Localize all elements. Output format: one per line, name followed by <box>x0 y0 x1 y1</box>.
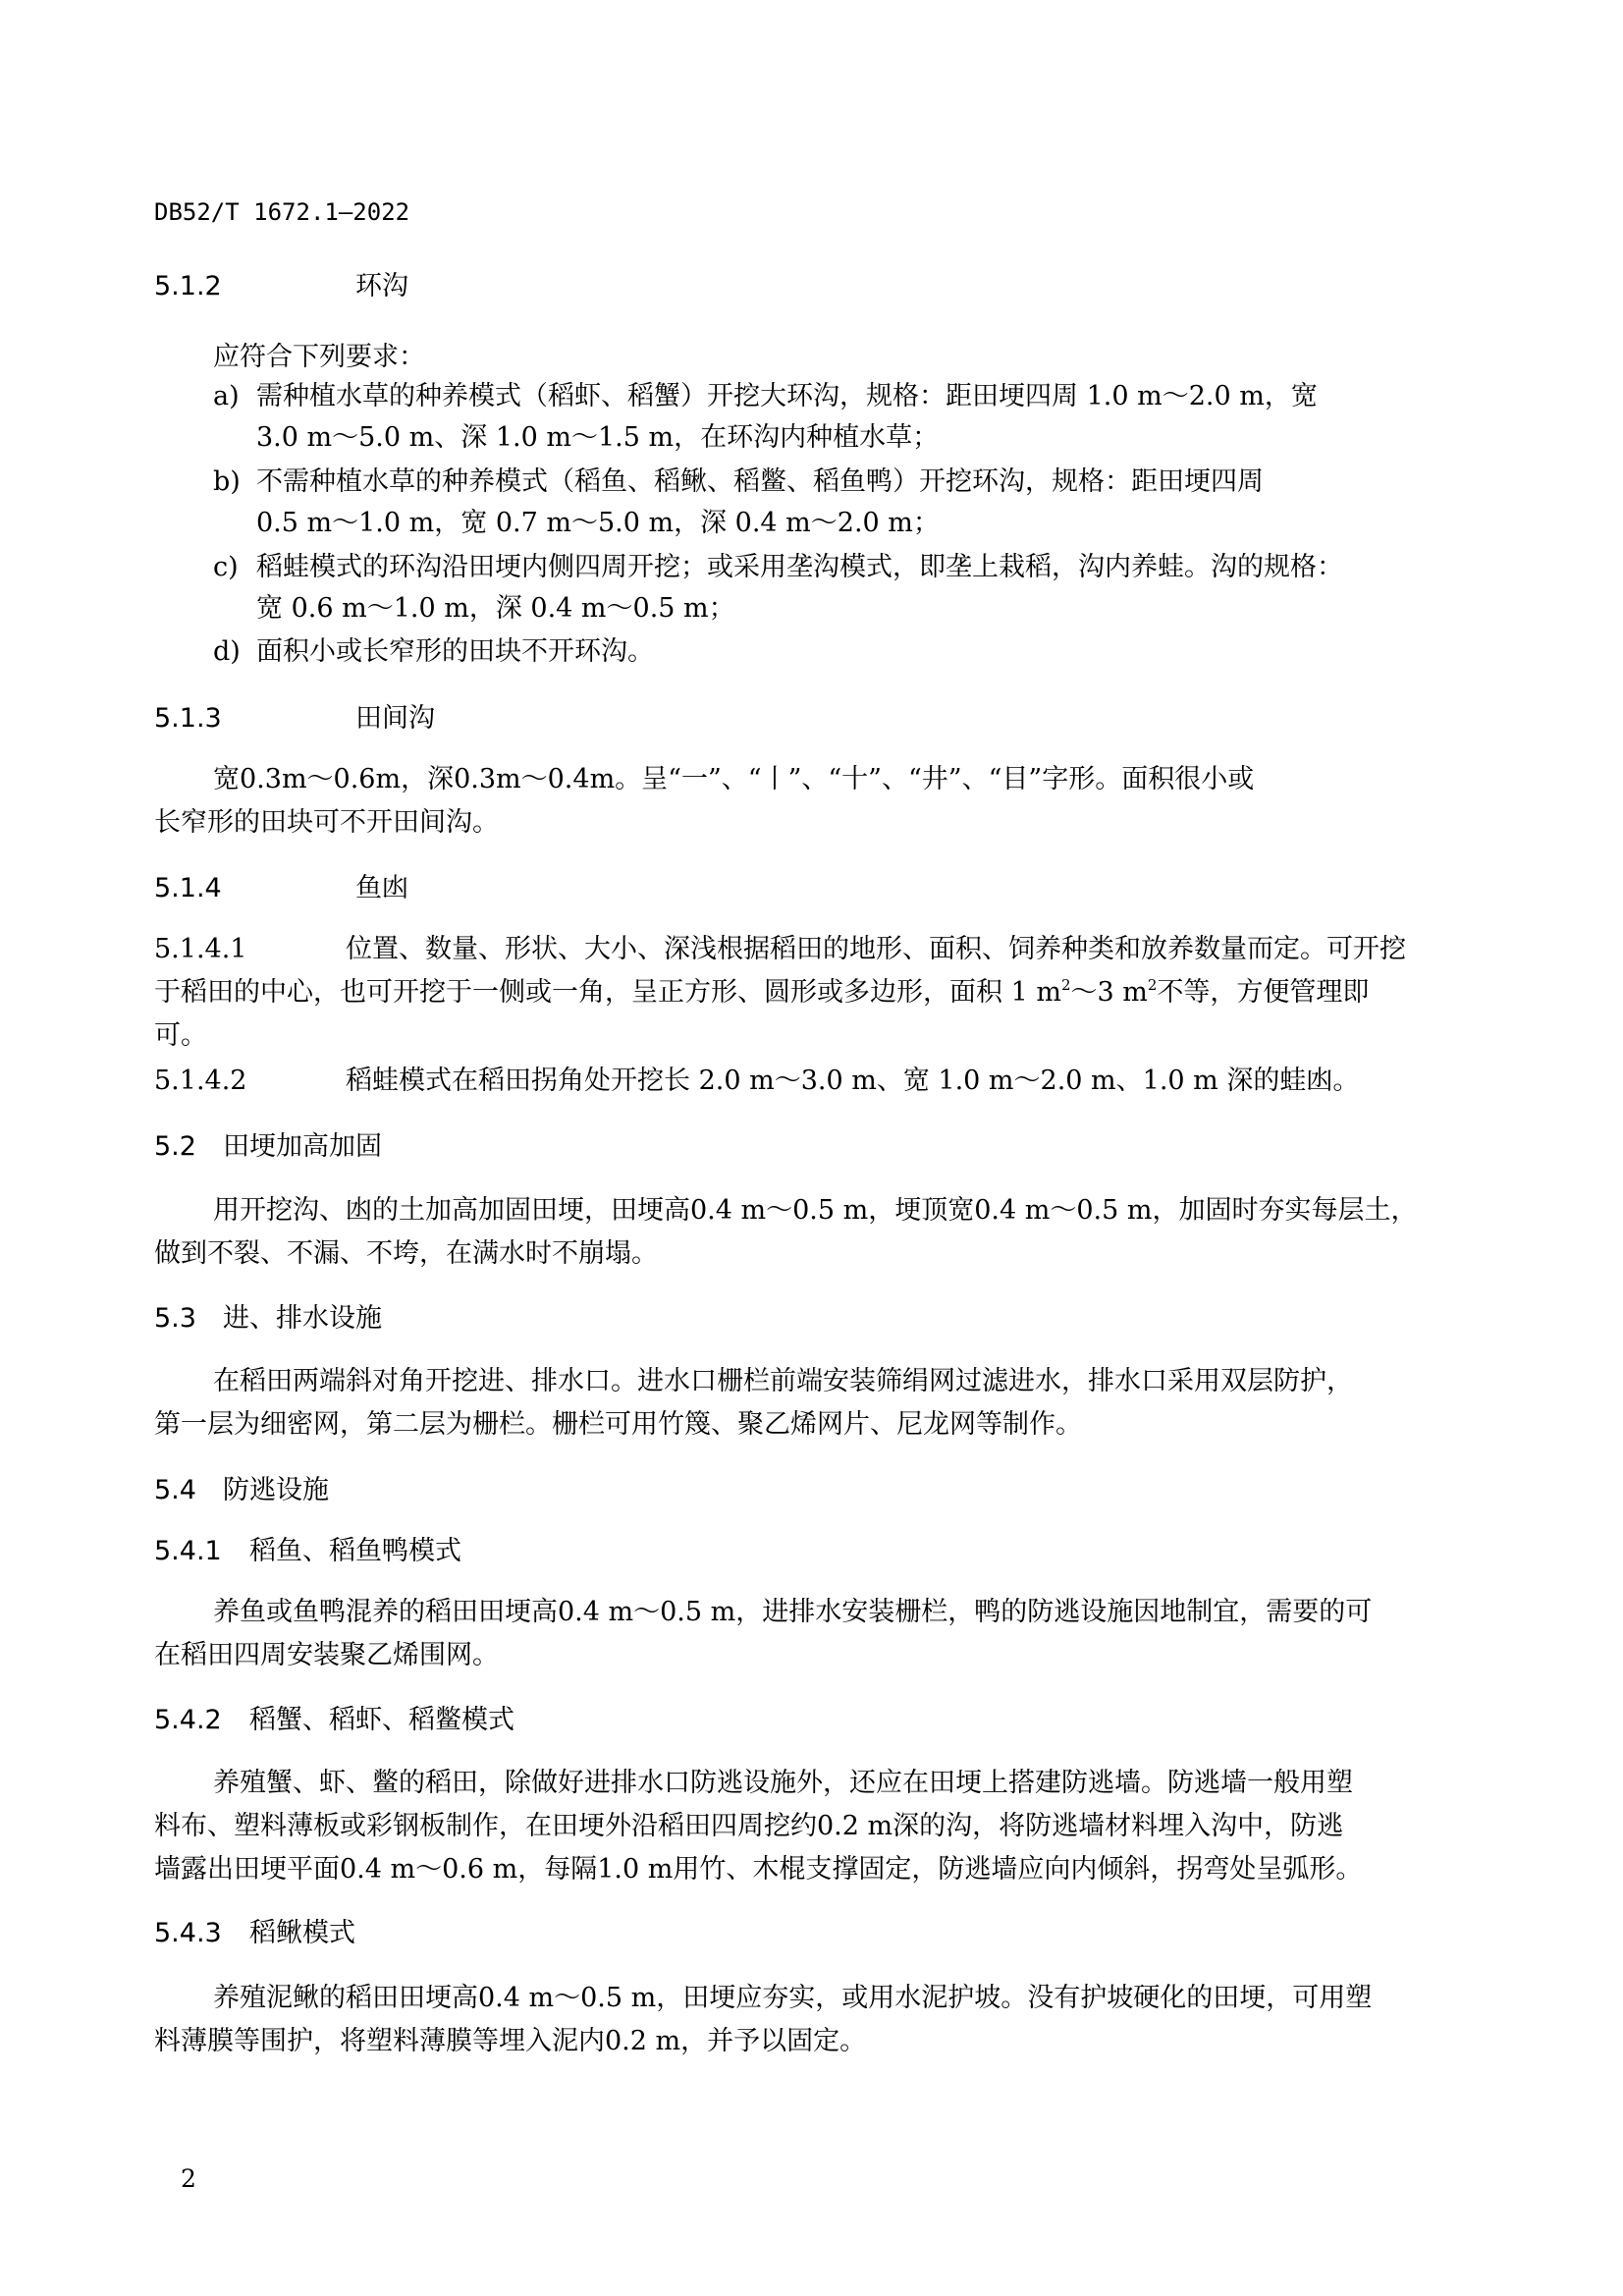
list-item-a <box>213 383 1318 410</box>
list-item-b-cont: 0.5 m～1.0 m，宽 0.7 m～5.0 m，深 0.4 m～2.0 m； <box>256 508 940 538</box>
list-item-c <box>213 554 1343 580</box>
section-title: 稻鱼、稻鱼鸭模式 <box>249 1536 461 1566</box>
section-5-4-3-heading <box>154 1920 355 1946</box>
list-text: 稻蛙模式的环沟沿田埂内侧四周开挖；或采用垄沟模式，即垄上栽稻，沟内养蛙。沟的规格： <box>256 552 1343 582</box>
section-5-2-heading <box>154 1133 382 1160</box>
section-5-1-2-heading <box>154 273 408 300</box>
section-5-4-heading <box>154 1477 329 1503</box>
list-item-c-cont: 宽 0.6 m～1.0 m，深 0.4 m～0.5 m； <box>256 593 735 624</box>
section-number: 5.2 <box>154 1131 196 1162</box>
section-number: 5.1.4 <box>154 873 222 903</box>
section-title: 田埂加高加固 <box>223 1131 382 1162</box>
section-title: 稻鳅模式 <box>249 1918 355 1948</box>
section-5-4-2-heading <box>154 1707 514 1733</box>
list-label: c) <box>213 552 239 582</box>
section-title: 进、排水设施 <box>223 1303 382 1334</box>
section-number: 5.4.1 <box>154 1536 222 1566</box>
clause-5-1-4-1-cont: 可。 <box>154 1020 207 1051</box>
paragraph-cont: 长窄形的田块可不开田间沟。 <box>154 807 499 838</box>
paragraph: 在稻田两端斜对角开挖进、排水口。进水口栅栏前端安装筛绢网过滤进水，排水口采用双层防护， <box>213 1366 1353 1396</box>
paragraph: 养鱼或鱼鸭混养的稻田田埂高0.4 m～0.5 m，进排水安装栅栏，鸭的防逃设施因地制宜，需要的可 <box>213 1597 1373 1627</box>
list-label: a) <box>213 381 240 411</box>
section-5-4-1-heading <box>154 1538 461 1564</box>
paragraph-cont: 料薄膜等围护，将塑料薄膜等埋入泥内0.2 m，并予以固定。 <box>154 2026 867 2056</box>
list-text: 需种植水草的种养模式（稻虾、稻蟹）开挖大环沟，规格：距田埂四周 1.0 m～2.0 m，宽 <box>256 381 1318 411</box>
paragraph: 养殖蟹、虾、鳖的稻田，除做好进排水口防逃设施外，还应在田埂上搭建防逃墙。防逃墙一般用塑 <box>213 1768 1353 1798</box>
paragraph: 用开挖沟、凼的土加高加固田埂，田埂高0.4 m～0.5 m，埂顶宽0.4 m～0.5 m，加固时夯实每层土， <box>213 1195 1418 1226</box>
superscript: 2 <box>1147 976 1158 994</box>
list-item-d <box>213 638 654 665</box>
list-label: d) <box>213 636 241 667</box>
paragraph-cont: 料布、塑料薄板或彩钢板制作，在田埂外沿稻田四周挖约0.2 m深的沟，将防逃墙材料埋入沟中，防逃 <box>154 1811 1344 1841</box>
section-number: 5.3 <box>154 1303 196 1334</box>
section-5-1-4-heading <box>154 875 408 902</box>
text-run: ～3 m <box>1070 977 1148 1008</box>
clause-5-1-4-1-cont <box>154 976 1370 1008</box>
paragraph-cont: 墙露出田埂平面0.4 m～0.6 m，每隔1.0 m用竹、木棍支撑固定，防逃墙应向内倾斜，拐弯处呈弧形。 <box>154 1854 1363 1885</box>
list-label: b) <box>213 466 241 497</box>
clause-5-1-4-2 <box>154 1067 1359 1094</box>
clause-text: 位置、数量、形状、大小、深浅根据稻田的地形、面积、饲养种类和放养数量而定。可开挖 <box>346 934 1406 964</box>
clause-number: 5.1.4.1 <box>154 934 247 964</box>
paragraph: 宽0.3m～0.6m，深0.3m～0.4m。呈“一”、“丨”、“十”、“井”、“目”字形。面积很小或 <box>213 764 1255 794</box>
text-run: 不等，方便管理即 <box>1157 977 1370 1008</box>
list-text: 面积小或长窄形的田块不开环沟。 <box>256 636 654 667</box>
section-title: 稻蟹、稻虾、稻鳖模式 <box>249 1705 514 1735</box>
section-number: 5.4 <box>154 1475 196 1505</box>
paragraph: 养殖泥鳅的稻田田埂高0.4 m～0.5 m，田埂应夯实，或用水泥护坡。没有护坡硬化的田埂，可用塑 <box>213 1983 1373 2013</box>
section-title: 环沟 <box>355 271 408 301</box>
standard-code: DB52/T 1672.1—2022 <box>154 198 410 226</box>
paragraph: 应符合下列要求： <box>213 342 425 372</box>
paragraph-cont: 在稻田四周安装聚乙烯围网。 <box>154 1640 499 1670</box>
section-number: 5.4.2 <box>154 1705 222 1735</box>
section-title: 田间沟 <box>355 703 435 734</box>
section-number: 5.1.3 <box>154 703 222 734</box>
list-item-b <box>213 468 1264 495</box>
section-5-1-3-heading <box>154 705 435 732</box>
page-number: 2 <box>181 2164 196 2193</box>
list-text: 不需种植水草的种养模式（稻鱼、稻鳅、稻鳖、稻鱼鸭）开挖环沟，规格：距田埂四周 <box>256 466 1264 497</box>
section-title: 鱼凼 <box>355 873 408 903</box>
superscript: 2 <box>1060 976 1071 994</box>
clause-5-1-4-1 <box>154 936 1406 962</box>
paragraph-cont: 第一层为细密网，第二层为栅栏。栅栏可用竹篾、聚乙烯网片、尼龙网等制作。 <box>154 1409 1082 1440</box>
section-number: 5.4.3 <box>154 1918 222 1948</box>
section-title: 防逃设施 <box>223 1475 329 1505</box>
text-run: 于稻田的中心，也可开挖于一侧或一角，呈正方形、圆形或多边形，面积 1 m <box>154 977 1061 1008</box>
clause-text: 稻蛙模式在稻田拐角处开挖长 2.0 m～3.0 m、宽 1.0 m～2.0 m、1.0 m 深的蛙凼。 <box>346 1066 1360 1096</box>
list-item-a-cont: 3.0 m～5.0 m、深 1.0 m～1.5 m，在环沟内种植水草； <box>256 422 940 453</box>
clause-number: 5.1.4.2 <box>154 1066 247 1096</box>
section-5-3-heading <box>154 1305 382 1332</box>
section-number: 5.1.2 <box>154 271 222 301</box>
paragraph-cont: 做到不裂、不漏、不垮，在满水时不崩塌。 <box>154 1238 658 1269</box>
